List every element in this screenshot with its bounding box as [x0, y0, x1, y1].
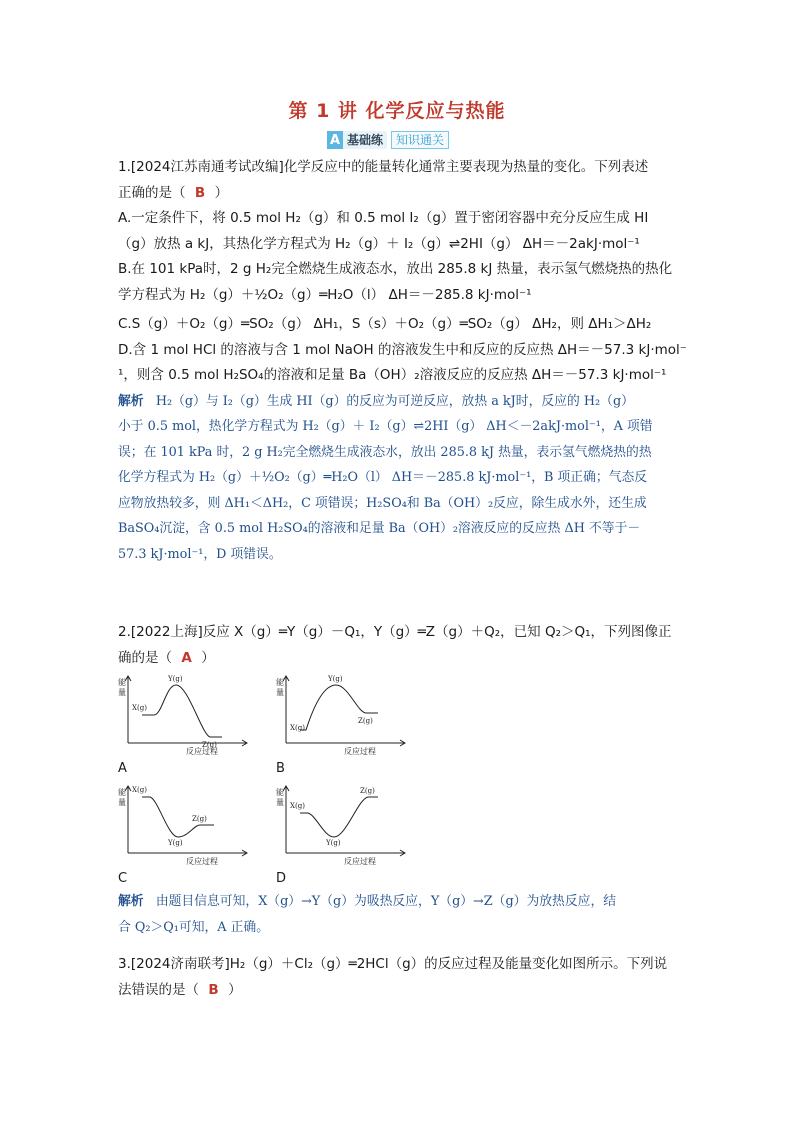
label-z: Z(g) — [202, 741, 217, 749]
y-label-char: 量 — [276, 688, 284, 697]
tag-basic: 基础练 — [343, 131, 387, 149]
option-d: D.含 1 mol HCl 的溶液与含 1 mol NaOH 的溶液发生中和反应的反应热 ΔH＝－57.3 kJ·mol⁻ — [118, 341, 687, 358]
energy-curve — [300, 797, 378, 837]
y-label-char: 量 — [276, 798, 284, 807]
question-line: 1.[2024江苏南通考试改编]化学反应中的能量转化通常主要表现为热量的变化。下列表述 — [118, 159, 649, 175]
energy-diagram-a — [118, 673, 248, 776]
label-y: Y(g) — [328, 675, 343, 683]
diagram-caption: D — [276, 871, 287, 886]
option-b: B.在 101 kPa时，2 g H₂完全燃烧生成液态水，放出 285.8 kJ 热量，表示氢气燃烧热的热化 — [118, 261, 673, 277]
answer: B — [208, 981, 219, 998]
energy-diagram-svg — [276, 673, 406, 755]
question-line: 确的是（ A ） — [118, 649, 215, 666]
explain-line: 应物放热较多，则 ΔH₁＜ΔH₂，C 项错误；H₂SO₄和 Ba（OH）₂反应，除生成水外，还生成 — [118, 495, 647, 511]
y-label-char: 能 — [276, 788, 284, 797]
explain-line: 小于 0.5 mol，热化学方程式为 H₂（g）＋ I₂（g）⇌2HI（g） ΔH＜－2akJ·mol⁻¹，A 项错 — [118, 419, 653, 434]
x-label: 反应过程 — [344, 747, 376, 755]
answer: B — [194, 184, 206, 201]
explain-head: 解析 — [118, 894, 144, 909]
explain-head: 解析 — [118, 393, 144, 409]
option-c: C.S（g）＋O₂（g）═SO₂（g） ΔH₁，S（s）＋O₂（g）═SO₂（g） ΔH₂，则 ΔH₁＞ΔH₂ — [118, 316, 652, 332]
explanation-2: 解析 由题目信息可知，X（g）→Y（g）为吸热反应，Y（g）→Z（g）为放热反应，结 合 Q₂＞Q₁可知，A 正确。 — [118, 889, 674, 940]
tag-knowledge: 知识通关 — [391, 131, 449, 149]
x-label: 反应过程 — [186, 857, 218, 865]
diagram-caption: A — [118, 761, 127, 776]
y-label-char: 能 — [118, 788, 126, 797]
energy-diagram-c — [118, 783, 248, 886]
page-title: 第 1 讲 化学反应与热能 — [288, 100, 506, 122]
explain-line: 合 Q₂＞Q₁可知，A 正确。 — [118, 919, 269, 935]
question-3 — [118, 952, 674, 1003]
explain-line: 57.3 kJ·mol⁻¹，D 项错误。 — [118, 546, 282, 562]
energy-diagram-d — [276, 783, 406, 886]
energy-diagram-svg — [276, 783, 406, 865]
question-1 — [118, 155, 687, 567]
question-line: 法错误的是（ B ） — [118, 981, 242, 998]
option-a-cont: （g）放热 a kJ，其热化学方程式为 H₂（g）＋ I₂（g）⇌2HI（g） ΔH＝－2akJ·mol⁻¹ — [118, 235, 640, 252]
y-label-char: 能 — [118, 678, 126, 687]
energy-curve — [142, 685, 222, 737]
label-z: Z(g) — [358, 717, 373, 725]
y-label-char: 量 — [118, 688, 126, 697]
label-y: Y(g) — [168, 839, 183, 847]
label-y: Y(g) — [168, 675, 183, 683]
label-x: X(g) — [290, 802, 305, 810]
y-label-char: 量 — [118, 798, 126, 807]
x-label: 反应过程 — [186, 747, 218, 755]
explanation-1: 解析 H₂（g）与 I₂（g）生成 HI（g）的反应为可逆反应，放热 a kJ时，反应的 H₂（g） 小于 0.5 mol，热化学方程式为 H₂（g）＋ I₂（g）⇌2HI（g） ΔH＜－2akJ·mol⁻¹，A 项错 误；在 101 kPa 时，2 g H₂完全燃烧生成液态水，放出 285.8 kJ 热量，表示氢气燃烧热的热 化学方程式为 H₂（g）＋½O₂（g）═H₂O（l） ΔH＝－285.8 kJ·mol⁻¹，B 项正确；气态反 应物放热较多，则 ΔH₁＜ΔH₂，C 项错误；H₂SO₄和 Ba（OH）₂反应，除生成水外，还生成 BaSO₄沉淀，含 0.5 mol H₂SO₄的溶液和足量 Ba（OH）₂溶液反应的反应热 ΔH 不等于－ 57.3 kJ·mol⁻¹，D 项错误。 — [118, 389, 674, 568]
section-tag — [327, 131, 449, 149]
energy-diagram-svg — [118, 673, 248, 755]
explain-line: 化学方程式为 H₂（g）＋½O₂（g）═H₂O（l） ΔH＝－285.8 kJ·mol⁻¹，B 项正确；气态反 — [118, 470, 648, 485]
x-label: 反应过程 — [344, 857, 376, 865]
question-line: 2.[2022上海]反应 X（g）═Y（g）－Q₁，Y（g）═Z（g）＋Q₂，已知 Q₂＞Q₁，下列图像正 — [118, 624, 672, 640]
tag-letter: A — [327, 131, 343, 149]
label-z: Z(g) — [192, 815, 207, 823]
label-y: Y(g) — [326, 839, 341, 847]
energy-diagram-svg — [118, 783, 248, 865]
label-x: X(g) — [132, 786, 147, 794]
question-line: 正确的是（ B ） — [118, 184, 229, 201]
label-x: X(g) — [132, 704, 147, 712]
y-label-char: 能 — [276, 678, 284, 687]
diagram-caption: C — [118, 871, 128, 886]
answer: A — [181, 649, 192, 666]
option-b-cont: 学方程式为 H₂（g）＋½O₂（g）═H₂O（l） ΔH＝－285.8 kJ·mol⁻¹ — [118, 286, 532, 303]
label-x: X(g) — [290, 724, 305, 732]
option-d-cont: ¹，则含 0.5 mol H₂SO₄的溶液和足量 Ba（OH）₂溶液反应的反应热 ΔH＝－57.3 kJ·mol⁻¹ — [118, 367, 667, 383]
label-z: Z(g) — [360, 787, 375, 795]
explain-line: 误；在 101 kPa 时，2 g H₂完全燃烧生成液态水，放出 285.8 kJ 热量，表示氢气燃烧热的热 — [118, 444, 652, 460]
question-line: 3.[2024济南联考]H₂（g）＋Cl₂（g）═2HCl（g）的反应过程及能量变化如图所示。下列说 — [118, 956, 668, 972]
energy-diagram-b — [276, 673, 406, 776]
question-2 — [118, 620, 674, 671]
option-a: A.一定条件下，将 0.5 mol H₂（g）和 0.5 mol I₂（g）置于密闭容器中充分反应生成 HI — [118, 210, 649, 226]
explain-line: BaSO₄沉淀，含 0.5 mol H₂SO₄的溶液和足量 Ba（OH）₂溶液反应的反应热 ΔH 不等于－ — [118, 521, 641, 536]
diagram-caption: B — [276, 761, 285, 776]
